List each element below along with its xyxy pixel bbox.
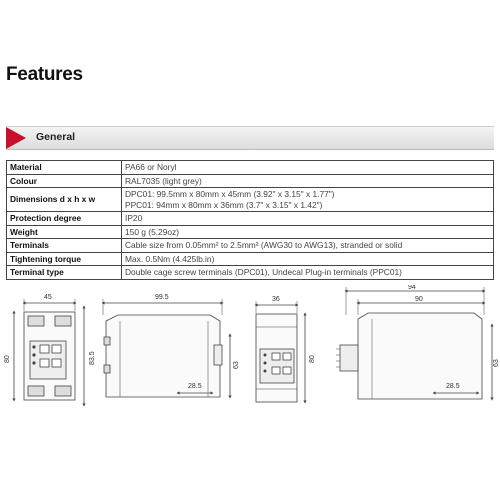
terminal-block xyxy=(55,316,71,326)
dim-label-28-5-ppc: 28.5 xyxy=(446,383,460,390)
led-icon xyxy=(33,354,35,356)
table-row xyxy=(7,188,494,212)
spec-key: Tightening torque xyxy=(7,252,122,266)
dim-label-45: 45 xyxy=(44,294,52,301)
section-arrow-icon xyxy=(6,127,26,149)
spec-value: Double cage screw terminals (DPC01), Undecal Plug-in terminals (PPC01) xyxy=(122,266,494,280)
section-header-general xyxy=(6,126,494,150)
spec-key: Weight xyxy=(7,225,122,239)
knob-icon xyxy=(272,367,280,374)
spec-value-line: PPC01: 94mm x 80mm x 36mm (3.7" x 3.15" x 1.42") xyxy=(125,199,323,210)
knob-icon xyxy=(283,367,291,374)
dim-label-28-5: 28.5 xyxy=(188,383,202,390)
led-icon xyxy=(33,346,35,348)
ppc01-side-body xyxy=(358,313,482,399)
led-icon xyxy=(264,354,266,356)
led-icon xyxy=(264,370,266,372)
dim-label-99-5: 99.5 xyxy=(155,294,169,301)
table-row xyxy=(7,161,494,175)
knob-icon xyxy=(52,345,61,353)
spec-value: RAL7035 (light grey) xyxy=(122,174,494,188)
dim-label-80-ppc: 80 xyxy=(309,355,316,363)
dim-label-90: 90 xyxy=(415,296,423,303)
terminal-block xyxy=(28,386,44,396)
ppc01-front-view xyxy=(256,301,305,402)
dim-label-80: 80 xyxy=(4,355,11,363)
spec-key: Colour xyxy=(7,174,122,188)
table-row xyxy=(7,266,494,280)
spec-value: Max. 0.5Nm (4.425lb.in) xyxy=(122,252,494,266)
dim-label-63-ppc: 63 xyxy=(493,359,500,367)
plug-base xyxy=(340,345,358,371)
led-icon xyxy=(33,362,35,364)
spec-table xyxy=(6,160,494,280)
dpc01-side-view xyxy=(103,299,230,397)
led-icon xyxy=(264,362,266,364)
ppc01-side-view xyxy=(336,287,492,399)
table-row xyxy=(7,252,494,266)
table-row xyxy=(7,239,494,253)
dim-label-94: 94 xyxy=(408,285,416,291)
spec-value-multi xyxy=(122,188,494,212)
spec-value: 150 g (5.29oz) xyxy=(122,225,494,239)
table-row xyxy=(7,212,494,226)
spec-key: Protection degree xyxy=(7,212,122,226)
section-label: General xyxy=(36,131,76,143)
table-row xyxy=(7,225,494,239)
spec-value: IP20 xyxy=(122,212,494,226)
dpc01-side-body xyxy=(106,315,220,397)
spec-value: Cable size from 0.05mm² to 2.5mm² (AWG30 to AWG13), stranded or solid xyxy=(122,239,494,253)
terminal-block xyxy=(28,316,44,326)
table-row xyxy=(7,174,494,188)
spec-key: Terminal type xyxy=(7,266,122,280)
spec-key: Dimensions d x h x w xyxy=(7,188,122,212)
spec-value: PA66 or Noryl xyxy=(122,161,494,175)
dpc01-front-view xyxy=(14,299,84,405)
dim-label-63: 63 xyxy=(233,361,240,369)
knob-icon xyxy=(40,345,49,353)
spec-value-line: DPC01: 99.5mm x 80mm x 45mm (3.92" x 3.15" x 1.77") xyxy=(125,189,335,199)
dimension-drawings xyxy=(0,285,500,410)
spec-key: Material xyxy=(7,161,122,175)
dim-label-36: 36 xyxy=(272,296,280,303)
knob-icon xyxy=(40,359,49,367)
knob-icon xyxy=(272,353,280,360)
dim-label-83-5: 83.5 xyxy=(89,351,96,365)
knob-icon xyxy=(283,353,291,360)
terminal-block xyxy=(55,386,71,396)
page-title: Features xyxy=(6,64,83,85)
spec-key: Terminals xyxy=(7,239,122,253)
knob-icon xyxy=(52,359,61,367)
